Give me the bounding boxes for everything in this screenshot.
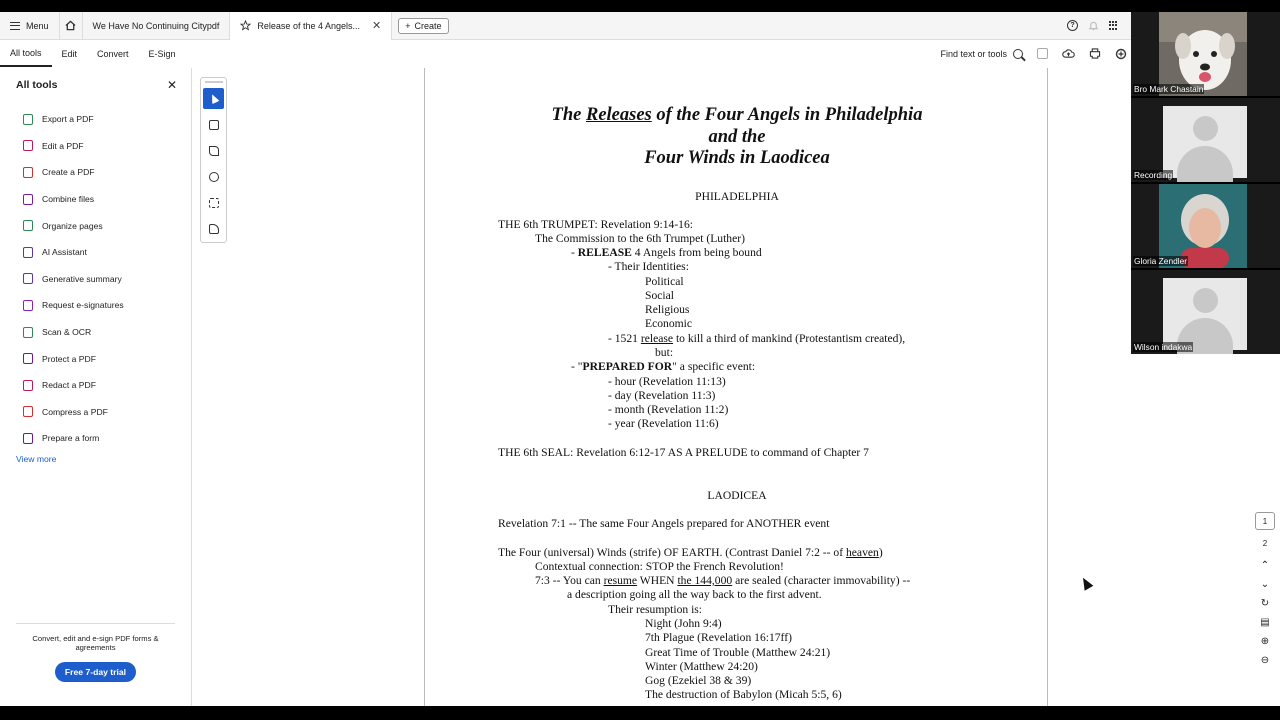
text-line: a description going all the way back to the first advent.: [567, 588, 822, 601]
tool-icon: [23, 353, 33, 364]
close-tab-icon[interactable]: ✕: [372, 20, 382, 32]
text-part: - ": [571, 360, 583, 373]
text-line: [535, 574, 910, 588]
search-icon: [1013, 49, 1023, 59]
toolbar-tab-edit[interactable]: Edit: [61, 48, 78, 59]
refresh-icon[interactable]: ↻: [1260, 598, 1270, 609]
participant-tile[interactable]: [1131, 98, 1280, 182]
text-line: Great Time of Trouble (Matthew 24:21): [645, 646, 831, 659]
tool-item[interactable]: [0, 239, 191, 266]
avatar-placeholder-icon: [1163, 278, 1247, 350]
text-line: Winter (Matthew 24:20): [645, 660, 758, 673]
text-underlined: release: [640, 332, 674, 345]
tool-item[interactable]: [0, 133, 191, 160]
participant-tile[interactable]: [1131, 12, 1280, 96]
tool-label: Organize pages: [42, 220, 103, 231]
tool-label: Request e-signatures: [42, 300, 124, 311]
meeting-participants: [1131, 12, 1280, 354]
participant-name: Gloria Zendler: [1134, 256, 1188, 266]
close-panel-icon[interactable]: ✕: [166, 78, 177, 92]
text-line: - day (Revelation 11:3): [608, 389, 716, 402]
tool-icon: [23, 220, 33, 231]
text-part: - 1521: [608, 332, 641, 345]
toolbar-tab-all-tools[interactable]: All tools: [0, 40, 52, 67]
text-line: Night (John 9:4): [645, 617, 722, 630]
cursor-arrow-icon: [208, 93, 219, 105]
tool-icon: [23, 273, 33, 284]
text-underlined: resume: [603, 574, 638, 587]
star-icon[interactable]: [240, 20, 251, 31]
main-toolbar: [0, 40, 1131, 67]
tool-label: Compress a PDF: [42, 406, 108, 417]
draw-tool[interactable]: [203, 166, 224, 187]
participant-tile[interactable]: [1131, 184, 1280, 268]
text-box-icon: [209, 198, 219, 208]
signature-icon: [209, 224, 219, 234]
bell-icon[interactable]: [1088, 20, 1099, 31]
page-thumb-1[interactable]: [1255, 512, 1275, 530]
select-tool[interactable]: [203, 88, 224, 109]
pen-icon: [209, 146, 219, 156]
free-trial-button[interactable]: Free 7-day trial: [55, 662, 136, 682]
text-line: Economic: [645, 317, 693, 330]
tool-label: Redact a PDF: [42, 380, 96, 391]
text-line: Social: [645, 289, 674, 302]
toolbar-tab-convert[interactable]: Convert: [97, 48, 129, 59]
title-line-3: Four Winds in Laodicea: [644, 148, 830, 168]
tool-icon: [23, 167, 33, 178]
text-part: 4 Angels from being bound: [631, 246, 762, 259]
tool-item[interactable]: [0, 292, 191, 319]
chevron-down-icon[interactable]: ⌄: [1260, 579, 1270, 590]
hamburger-icon: [10, 22, 20, 30]
text-tool[interactable]: [203, 192, 224, 213]
text-line: THE 6th SEAL: Revelation 6:12-17 AS A PRELUDE to command of Chapter 7: [498, 446, 869, 459]
tool-icon: [23, 194, 33, 205]
tool-icon: [23, 247, 33, 258]
print-icon[interactable]: [1089, 48, 1101, 59]
text-line: [608, 332, 905, 346]
participant-name: Wilson indakwa: [1134, 342, 1193, 352]
menu-label: Menu: [26, 20, 49, 31]
document-viewer[interactable]: [192, 68, 1250, 706]
text-line: THE 6th TRUMPET: Revelation 9:14-16:: [498, 218, 693, 231]
document-title: [425, 105, 1049, 170]
text-line: Religious: [645, 303, 690, 316]
trial-promo: [16, 623, 175, 682]
panel-title: All tools: [16, 79, 58, 91]
text-line: 7th Plague (Revelation 16:17ff): [645, 631, 792, 644]
find-tools-button[interactable]: [940, 49, 1023, 59]
text-part: WHEN: [637, 574, 678, 587]
tool-item[interactable]: [0, 186, 191, 213]
page-navigation: [1250, 352, 1280, 706]
zoom-in-icon[interactable]: ⊕: [1260, 636, 1270, 647]
view-more-link[interactable]: View more: [16, 453, 57, 464]
tool-label: AI Assistant: [42, 247, 87, 258]
tab-bar: [0, 12, 1131, 40]
avatar-placeholder-icon: [1163, 106, 1247, 178]
tab-bar-actions: [1067, 20, 1131, 31]
help-icon[interactable]: ?: [1067, 20, 1078, 31]
create-label: Create: [414, 20, 442, 31]
upload-cloud-icon[interactable]: [1062, 48, 1075, 59]
text-bold: RELEASE: [577, 246, 632, 259]
tool-label: Prepare a form: [42, 433, 100, 444]
text-part: are sealed (character immovability) --: [732, 574, 911, 587]
chevron-up-icon[interactable]: ⌃: [1260, 560, 1270, 571]
toolbar-tab-esign[interactable]: E-Sign: [148, 48, 176, 59]
tool-icon: [23, 327, 33, 338]
text-line: [498, 546, 883, 560]
text-line: - Their Identities:: [608, 260, 689, 273]
menu-button[interactable]: [0, 12, 59, 40]
toolbar-icons: [1023, 48, 1131, 60]
tool-icon: [23, 300, 33, 311]
page-view-icon[interactable]: ▤: [1260, 617, 1270, 628]
text-line: but:: [655, 346, 674, 359]
text-line: Gog (Ezekiel 38 & 39): [645, 674, 752, 687]
comment-icon: [209, 120, 219, 130]
text-bold: PREPARED FOR: [582, 360, 673, 373]
text-line: [571, 360, 755, 374]
tool-item[interactable]: [0, 106, 191, 133]
heading-philadelphia: PHILADELPHIA: [695, 190, 779, 203]
tool-label: Scan & OCR: [42, 327, 92, 338]
text-underlined: the 144,000: [677, 574, 733, 587]
text-line: - hour (Revelation 11:13): [608, 375, 726, 388]
tool-label: Edit a PDF: [42, 140, 84, 151]
tool-item[interactable]: [0, 345, 191, 372]
promo-text: Convert, edit and e-sign PDF forms & agreements: [32, 634, 159, 652]
tab-document-2[interactable]: [230, 12, 392, 40]
tool-item[interactable]: [0, 212, 191, 239]
tool-item[interactable]: [0, 425, 191, 452]
page-number: 1: [1255, 512, 1275, 530]
text-line: - month (Revelation 11:2): [608, 403, 729, 416]
tab-label: We Have No Continuing Citypdf: [92, 20, 220, 31]
create-button[interactable]: [398, 18, 448, 34]
text-line: Contextual connection: STOP the French Revolution!: [535, 560, 784, 573]
text-line: - year (Revelation 11:6): [608, 417, 719, 430]
tool-icon: [23, 406, 33, 417]
text-line: Their resumption is:: [608, 603, 703, 616]
text-line: The Commission to the 6th Trumpet (Luther): [535, 232, 745, 245]
tool-item[interactable]: [0, 399, 191, 426]
home-button[interactable]: [59, 12, 83, 40]
tool-item[interactable]: [0, 159, 191, 186]
text-line: Revelation 7:1 -- The same Four Angels prepared for ANOTHER event: [498, 517, 830, 530]
text-line: Political: [645, 275, 684, 288]
drag-handle[interactable]: [205, 81, 223, 83]
home-icon: [65, 20, 76, 31]
lasso-icon: [209, 172, 219, 182]
tool-label: Protect a PDF: [42, 353, 96, 364]
title-underlined: Releases: [585, 105, 652, 125]
plus-icon: +: [405, 20, 411, 31]
tool-icon: [23, 380, 33, 391]
tool-label: Create a PDF: [42, 167, 95, 178]
search-zoom-icon[interactable]: [1115, 48, 1127, 60]
text-part: ): [878, 546, 883, 559]
pdf-page: [424, 68, 1048, 706]
title-line-2: and the: [708, 126, 766, 147]
sign-tool[interactable]: [203, 218, 224, 239]
page-number: 2: [1262, 538, 1268, 548]
title-part: of the Four Angels in Philadelphia: [651, 105, 923, 125]
tool-icon: [23, 114, 33, 125]
tool-list: [0, 106, 191, 452]
tool-item[interactable]: [0, 266, 191, 293]
tool-label: Generative summary: [42, 273, 122, 284]
participant-name: Recording: [1134, 170, 1173, 180]
tool-icon: [23, 433, 33, 444]
tool-label: Export a PDF: [42, 114, 94, 125]
text-part: 7:3 -- You can: [535, 574, 604, 587]
text-part: -: [571, 246, 578, 259]
quick-tools-bar: [200, 77, 227, 243]
all-tools-panel: [0, 68, 192, 706]
text-part: " a specific event:: [672, 360, 756, 373]
apps-grid-icon[interactable]: [1109, 21, 1119, 31]
zoom-out-icon[interactable]: ⊖: [1260, 655, 1270, 666]
tool-label: Combine files: [42, 194, 95, 205]
text-part: The Four (universal) Winds (strife) OF EARTH. (Contrast Daniel 7:2 -- of: [498, 546, 846, 559]
tab-document-1[interactable]: [83, 12, 231, 40]
text-part: to kill a third of mankind (Protestantism created),: [673, 332, 906, 345]
acrobat-window: [0, 12, 1280, 706]
find-label: Find text or tools: [940, 48, 1007, 59]
highlight-tool[interactable]: [203, 140, 224, 161]
save-icon[interactable]: [1037, 48, 1048, 59]
text-line: [571, 246, 762, 260]
tab-label: Release of the 4 Angels...: [257, 20, 360, 31]
comment-tool[interactable]: [203, 114, 224, 135]
tool-icon: [23, 140, 33, 151]
text-line: The destruction of Babylon (Micah 5:5, 6): [645, 688, 842, 701]
participant-name: Bro Mark Chastain: [1134, 84, 1204, 94]
page-thumb-2[interactable]: [1255, 534, 1275, 552]
tool-item[interactable]: [0, 319, 191, 346]
participant-tile[interactable]: [1131, 270, 1280, 354]
text-underlined: heaven: [845, 546, 879, 559]
tool-item[interactable]: [0, 372, 191, 399]
heading-laodicea: LAODICEA: [707, 489, 767, 502]
title-part: The: [551, 105, 586, 125]
